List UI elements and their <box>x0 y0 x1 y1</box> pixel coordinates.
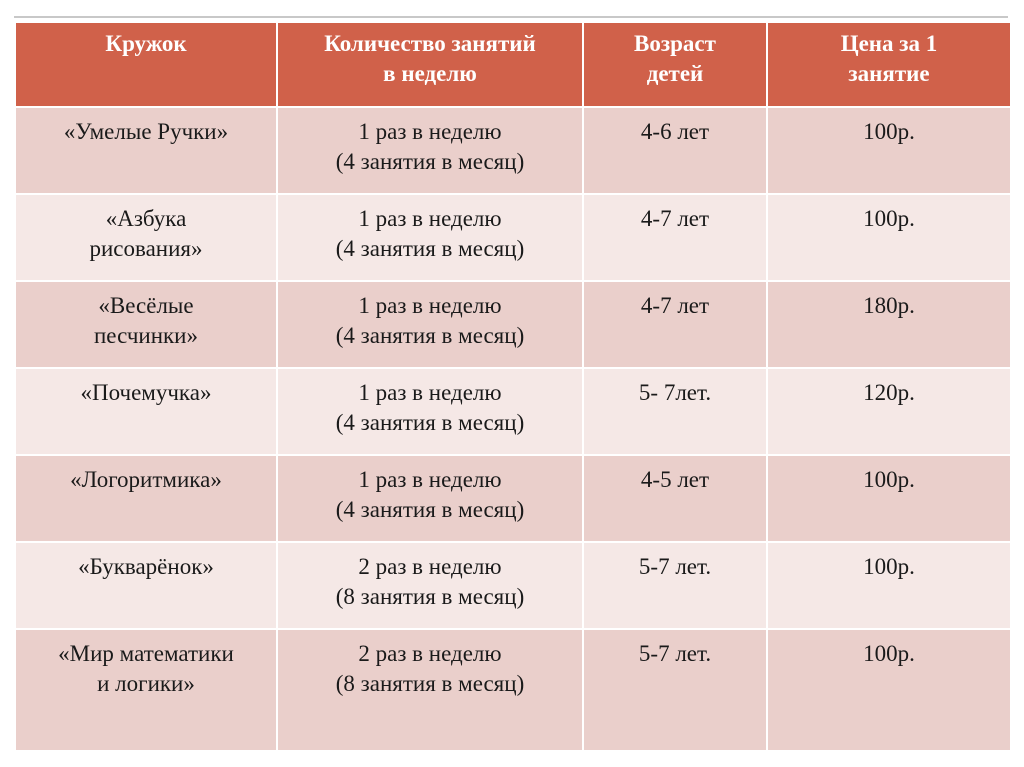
club-name-cell: «Почемучка» <box>15 368 277 455</box>
age-cell: 4-5 лет <box>583 455 767 542</box>
table-row <box>15 368 1011 455</box>
top-divider <box>14 16 1008 18</box>
age-cell: 4-7 лет <box>583 194 767 281</box>
header-frequency: Количество занятий в неделю <box>277 22 583 107</box>
frequency-cell: 2 раз в неделю (8 занятия в месяц) <box>277 629 583 751</box>
price-cell: 100р. <box>767 107 1011 194</box>
price-cell: 100р. <box>767 455 1011 542</box>
age-cell: 5- 7лет. <box>583 368 767 455</box>
frequency-cell: 1 раз в неделю (4 занятия в месяц) <box>277 368 583 455</box>
header-row <box>15 22 1011 107</box>
price-cell: 100р. <box>767 542 1011 629</box>
club-name-cell: «Логоритмика» <box>15 455 277 542</box>
club-name-cell: «Букварёнок» <box>15 542 277 629</box>
table-row <box>15 629 1011 751</box>
age-cell: 4-6 лет <box>583 107 767 194</box>
table-row <box>15 281 1011 368</box>
club-name-cell: «Азбука рисования» <box>15 194 277 281</box>
frequency-cell: 1 раз в неделю (4 занятия в месяц) <box>277 194 583 281</box>
frequency-cell: 1 раз в неделю (4 занятия в месяц) <box>277 281 583 368</box>
price-cell: 180р. <box>767 281 1011 368</box>
table-row <box>15 107 1011 194</box>
frequency-cell: 2 раз в неделю (8 занятия в месяц) <box>277 542 583 629</box>
price-cell: 120р. <box>767 368 1011 455</box>
table-row <box>15 455 1011 542</box>
club-name-cell: «Мир математики и логики» <box>15 629 277 751</box>
table-row <box>15 194 1011 281</box>
clubs-table <box>14 21 1012 752</box>
header-age: Возраст детей <box>583 22 767 107</box>
club-name-cell: «Умелые Ручки» <box>15 107 277 194</box>
frequency-cell: 1 раз в неделю (4 занятия в месяц) <box>277 107 583 194</box>
price-cell: 100р. <box>767 194 1011 281</box>
header-price: Цена за 1 занятие <box>767 22 1011 107</box>
club-name-cell: «Весёлые песчинки» <box>15 281 277 368</box>
table-row <box>15 542 1011 629</box>
frequency-cell: 1 раз в неделю (4 занятия в месяц) <box>277 455 583 542</box>
age-cell: 4-7 лет <box>583 281 767 368</box>
header-club: Кружок <box>15 22 277 107</box>
price-cell: 100р. <box>767 629 1011 751</box>
age-cell: 5-7 лет. <box>583 629 767 751</box>
age-cell: 5-7 лет. <box>583 542 767 629</box>
